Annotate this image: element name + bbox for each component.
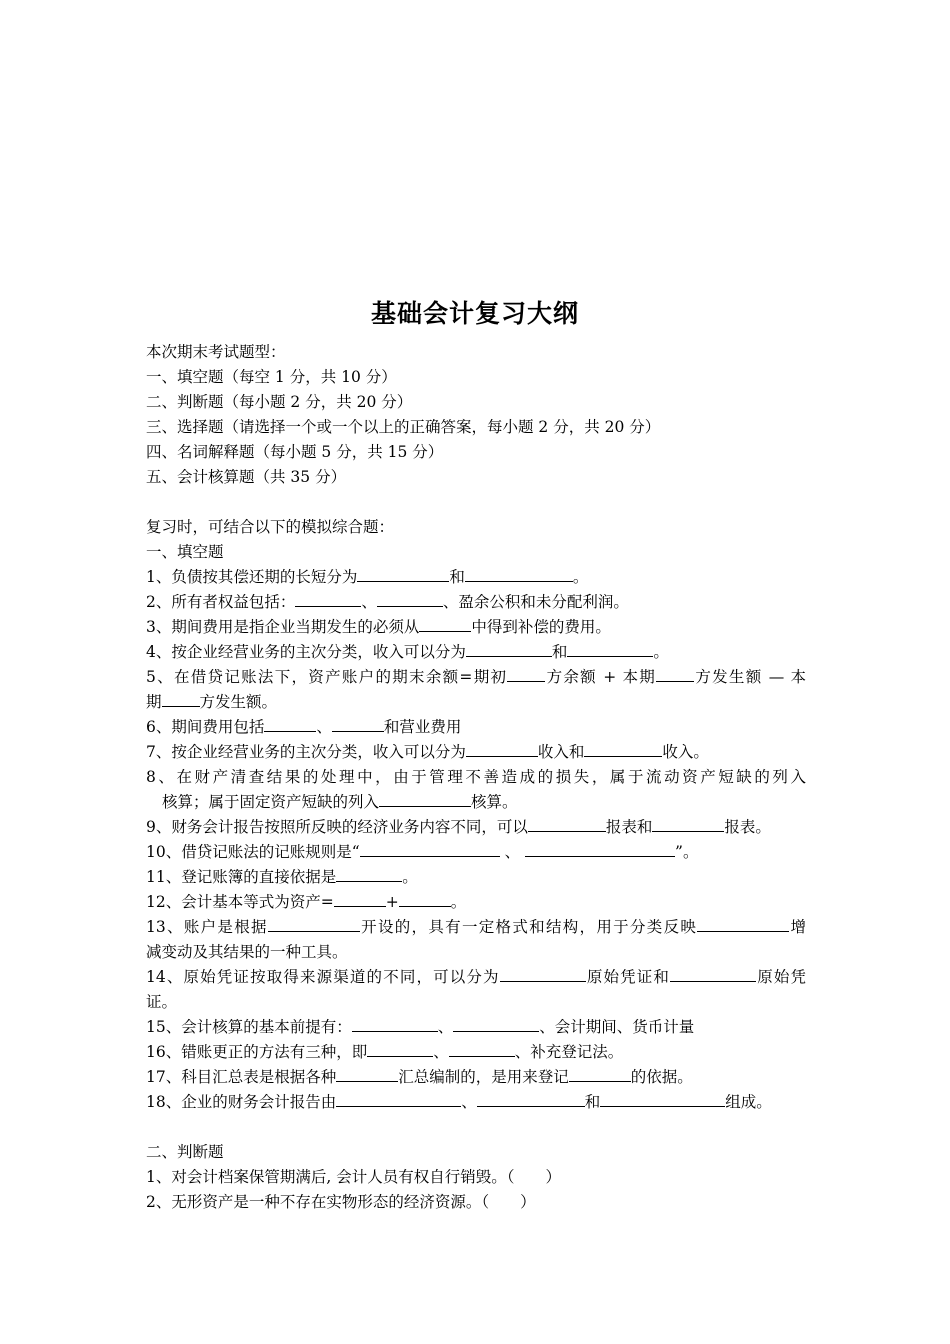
- document-title: 基础会计复习大纲: [370, 299, 579, 328]
- answer-blank: [419, 617, 471, 632]
- answer-blank: [449, 1042, 515, 1057]
- question-12: 12、会计基本等式为资产= + 。: [146, 893, 467, 911]
- answer-blank: [334, 892, 386, 907]
- review-intro: 复习时，可结合以下的模拟综合题：: [146, 518, 395, 536]
- question-7: 7、按企业经营业务的主次分类，收入可以分为 收入和 收入。: [146, 743, 709, 761]
- question-16: 16、错账更正的方法有三种，即 、 、补充登记法。: [146, 1043, 624, 1061]
- answer-blank: [336, 1067, 398, 1082]
- judgement-question-2: 2、无形资产是一种不存在实物形态的经济资源。（ ）: [146, 1193, 536, 1211]
- answer-blank: [377, 592, 443, 607]
- answer-blank: [264, 717, 316, 732]
- answer-blank: [670, 967, 756, 982]
- question-4: 4、按企业经营业务的主次分类，收入可以分为 和 。: [146, 643, 669, 661]
- question-9: 9、财务会计报告按照所反映的经济业务内容不同，可以 报表和 报表。: [146, 818, 771, 836]
- question-11: 11、登记账簿的直接依据是 。: [146, 868, 418, 886]
- question-14-line-2: 证。: [146, 993, 178, 1011]
- answer-blank: [453, 1017, 539, 1032]
- answer-blank: [367, 1042, 433, 1057]
- answer-blank: [507, 667, 545, 682]
- question-10: 10、借贷记账法的记账规则是“ 、 ”。: [146, 843, 699, 861]
- question-18: 18、企业的财务会计报告由 、 和 组成。: [146, 1093, 772, 1111]
- answer-blank: [656, 667, 694, 682]
- answer-blank: [584, 742, 662, 757]
- answer-blank: [569, 1067, 631, 1082]
- answer-blank: [466, 642, 552, 657]
- exam-type-true-false: 二、判断题（每小题 2 分，共 20 分）: [146, 393, 413, 411]
- answer-blank: [477, 1092, 585, 1107]
- section-heading-fill-blank: 一、填空题: [146, 543, 224, 561]
- judgement-question-1: 1、对会计档案保管期满后, 会计人员有权自行销毁。（ ）: [146, 1168, 561, 1186]
- answer-blank: [332, 717, 384, 732]
- question-1: 1、负债按其偿还期的长短分为 和 。: [146, 568, 589, 586]
- section-heading-true-false: 二、判断题: [146, 1143, 224, 1161]
- exam-type-choice: 三、选择题（请选择一个或一个以上的正确答案，每小题 2 分，共 20 分）: [146, 418, 661, 436]
- exam-type-fill-blank: 一、填空题（每空 1 分，共 10 分）: [146, 368, 397, 386]
- answer-blank: [500, 967, 586, 982]
- answer-blank: [360, 842, 500, 857]
- answer-blank: [697, 917, 789, 932]
- answer-blank: [567, 642, 653, 657]
- answer-blank: [352, 1017, 438, 1032]
- question-8-line-1: 8、在财产清查结果的处理中，由于管理不善造成的损失，属于流动资产短缺的列入: [146, 768, 806, 786]
- answer-blank: [268, 917, 360, 932]
- exam-type-definition: 四、名词解释题（每小题 5 分，共 15 分）: [146, 443, 444, 461]
- answer-blank: [652, 817, 724, 832]
- question-2: 2、所有者权益包括： 、 、盈余公积和未分配利润。: [146, 593, 629, 611]
- answer-blank: [336, 867, 402, 882]
- answer-blank: [528, 817, 606, 832]
- question-8-line-2: 核算；属于固定资产短缺的列入 核算。: [162, 793, 518, 811]
- answer-blank: [336, 1092, 461, 1107]
- question-13-line-1: 13、账户是根据 开设的，具有一定格式和结构，用于分类反映 增: [146, 918, 806, 936]
- question-3: 3、期间费用是指企业当期发生的必须从 中得到补偿的费用。: [146, 618, 611, 636]
- question-5-line-2: 期 方发生额。: [146, 693, 278, 711]
- answer-blank: [162, 692, 200, 707]
- question-13-line-2: 减变动及其结果的一种工具。: [146, 943, 348, 961]
- answer-blank: [525, 842, 675, 857]
- exam-types-intro: 本次期末考试题型：: [146, 343, 286, 361]
- exam-type-calculation: 五、会计核算题（共 35 分）: [146, 468, 347, 486]
- answer-blank: [466, 742, 538, 757]
- question-5-line-1: 5、在借贷记账法下，资产账户的期末余额=期初 方余额 + 本期 方发生额 — 本: [146, 668, 806, 686]
- answer-blank: [295, 592, 361, 607]
- answer-blank: [357, 567, 449, 582]
- answer-blank: [399, 892, 451, 907]
- question-17: 17、科目汇总表是根据各种 汇总编制的，是用来登记 的依据。: [146, 1068, 693, 1086]
- answer-blank: [600, 1092, 725, 1107]
- question-14-line-1: 14、原始凭证按取得来源渠道的不同，可以分为 原始凭证和 原始凭: [146, 968, 806, 986]
- answer-blank: [465, 567, 573, 582]
- question-15: 15、会计核算的基本前提有： 、 、会计期间、货币计量: [146, 1018, 695, 1036]
- question-6: 6、期间费用包括 、 和营业费用: [146, 718, 462, 736]
- answer-blank: [379, 792, 471, 807]
